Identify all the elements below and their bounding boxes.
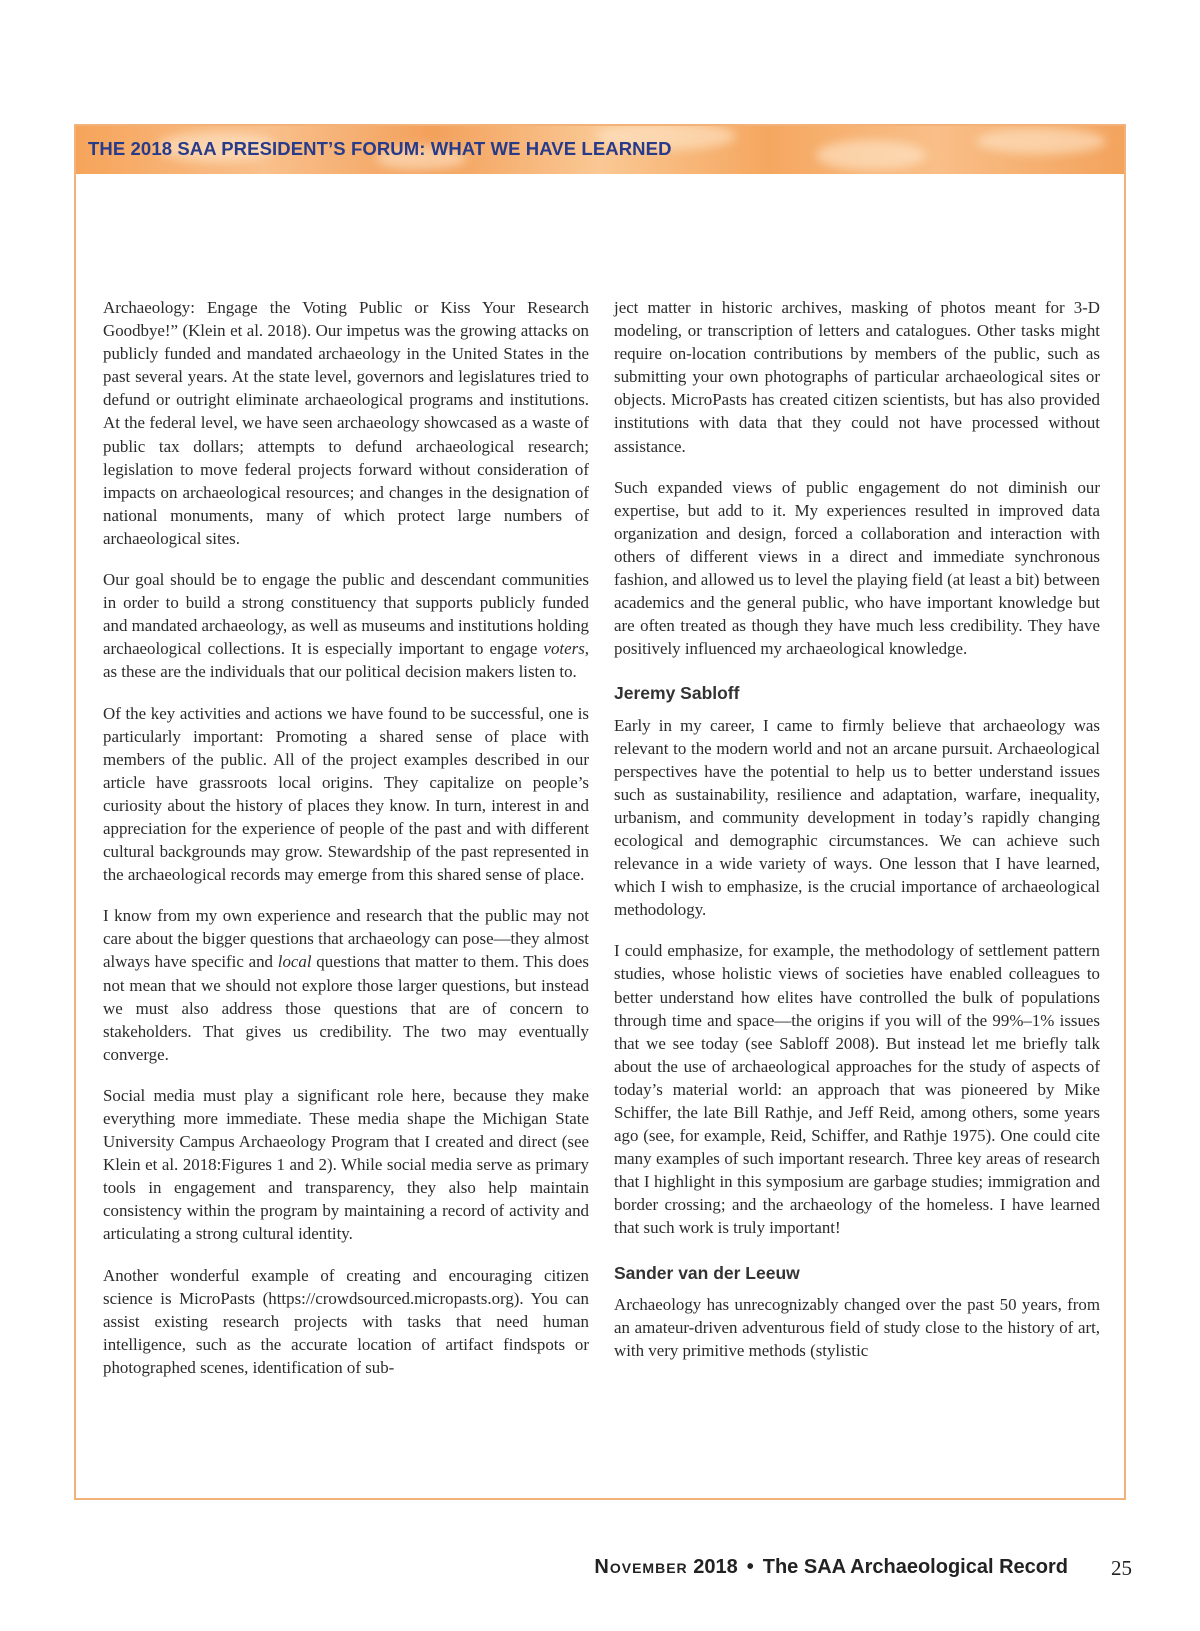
- paragraph: Social media must play a significant role here, because they make everything more immediate. These media shape the Michigan State University Campus Archaeology Program that I created and direct (see Klein et al. 2018:Figures 1 and 2). While social media serve as primary tools in engagement and transparency, they also help maintain consistency within the program by maintaining a record of activity and articulating a strong cultural identity.: [103, 1085, 589, 1244]
- paragraph: Another wonderful example of creating and encouraging citizen science is MicroPasts (https://crowdsourced.micropasts.org). You can assist existing research projects with tasks that need human intelligence, such as the accurate location of artifact findspots or photographed scenes, identification of sub-: [103, 1265, 589, 1377]
- paragraph: Our goal should be to engage the public and descendant communities in order to build a strong constituency that supports publicly funded and mandated archaeology, as well as museums and institutions holding archaeological collections. It is especially important to engage voters, as these are the individuals that our political decision makers listen to.: [103, 570, 589, 682]
- issue-line: [594, 1556, 1068, 1579]
- paragraph: ject matter in historic archives, masking of photos meant for 3-D modeling, or transcription of letters and catalogues. Other tasks might require on-location contributions by members of the public, such as submitting your own photographs of particular archaeological sites or objects. MicroPasts has created citizen scientists, but has also provided institutions with data that they could not have processed without assistance.: [614, 298, 1100, 456]
- paragraph: Early in my career, I came to firmly believe that archaeology was relevant to the modern world and not an arcane pursuit. Archaeological perspectives have the potential to help us to better understand issues such as sustainability, resilience and adaptation, warfare, inequality, urbanism, and community development in today’s rapidly changing ecological and demographic circumstances. We can achieve such relevance in a wide variety of ways. One lesson that I have learned, which I wish to emphasize, is the crucial importance of archaeological methodology.: [614, 715, 1100, 920]
- section-banner: [76, 126, 1124, 174]
- right-column: [614, 296, 1100, 1362]
- issue-year: 2018: [693, 1556, 738, 1578]
- author-heading: Sander van der Leeuw: [614, 1262, 800, 1283]
- section-title: THE 2018 SAA PRESIDENT’S FORUM: WHAT WE HAVE LEARNED: [88, 138, 672, 159]
- paragraph: Such expanded views of public engagement do not diminish our expertise, but add to it. My experiences resulted in improved data organization and design, forced a collaboration and interaction with others of different views in a direct and immediate synchronous fashion, and allowed us to level the playing field (at least a bit) between academics and the general public, who have important knowledge but are often treated as though they have much less credibility. They have positively influenced my archaeological knowledge.: [614, 477, 1100, 659]
- paragraph: Archaeology has unrecognizably changed over the past 50 years, from an amateur-driven adventurous field of study close to the history of art, with very primitive methods (stylistic: [614, 1294, 1100, 1360]
- left-column: [103, 296, 589, 1379]
- paragraph: I know from my own experience and research that the public may not care about the bigger questions that archaeology can pose—they almost always have specific and local questions that matter to them. This does not mean that we should not explore those larger questions, but instead we must also address those questions that are of concern to stakeholders. That gives us credibility. The two may eventually converge.: [103, 906, 590, 1064]
- emphasis: voters: [543, 639, 585, 659]
- emphasis: local: [277, 952, 312, 972]
- paragraph: Archaeology: Engage the Voting Public or Kiss Your Research Goodbye!” (Klein et al. 2018). Our impetus was the growing attacks on publicly funded and mandated archaeology in the United States in the past several years. At the state level, governors and legislatures tried to defund or outright eliminate archaeological programs and institutions. At the federal level, we have seen archaeology showcased as a waste of public tax dollars; attempts to defund archaeological research; legislation to move federal projects forward without consideration of impacts on archaeological resources; and changes in the designation of national monuments, many of which protect large numbers of archaeological sites.: [103, 298, 589, 548]
- issue-month: November: [594, 1556, 688, 1578]
- paragraph: I could emphasize, for example, the methodology of settlement pattern studies, whose holistic views of societies have enabled colleagues to better understand how elites have controlled the bulk of populations through time and space—the origins if you will of the 99%–1% issues that we see today (see Sabloff 2008). But instead let me briefly talk about the use of archaeological approaches for the study of aspects of today’s material world: an approach that was pioneered by Mike Schiffer, the late Bill Rathje, and Jeff Reid, among others, some years ago (see, for example, Reid, Schiffer, and Rathje 1975). One could cite many examples of such important research. Three key areas of research that I highlight in this symposium are garbage studies; immigration and border crossing; and the archaeology of the homeless. I have learned that such work is truly important!: [614, 941, 1100, 1238]
- page-footer: [0, 1556, 1200, 1590]
- paragraph: Of the key activities and actions we have found to be successful, one is particularly important: Promoting a shared sense of place with members of the public. All of the project examples described in our article have grassroots local origins. They capitalize on people’s curiosity about the history of places they know. In turn, interest in and appreciation for the experience of people of the past and with different cultural backgrounds may grow. Stewardship of the past represented in the archaeological records may emerge from this shared sense of place.: [103, 703, 589, 885]
- page-number: 25: [1111, 1556, 1132, 1580]
- publication-name: The SAA Archaeological Record: [762, 1556, 1068, 1578]
- bullet-separator: •: [746, 1556, 754, 1578]
- author-heading: Jeremy Sabloff: [614, 683, 740, 704]
